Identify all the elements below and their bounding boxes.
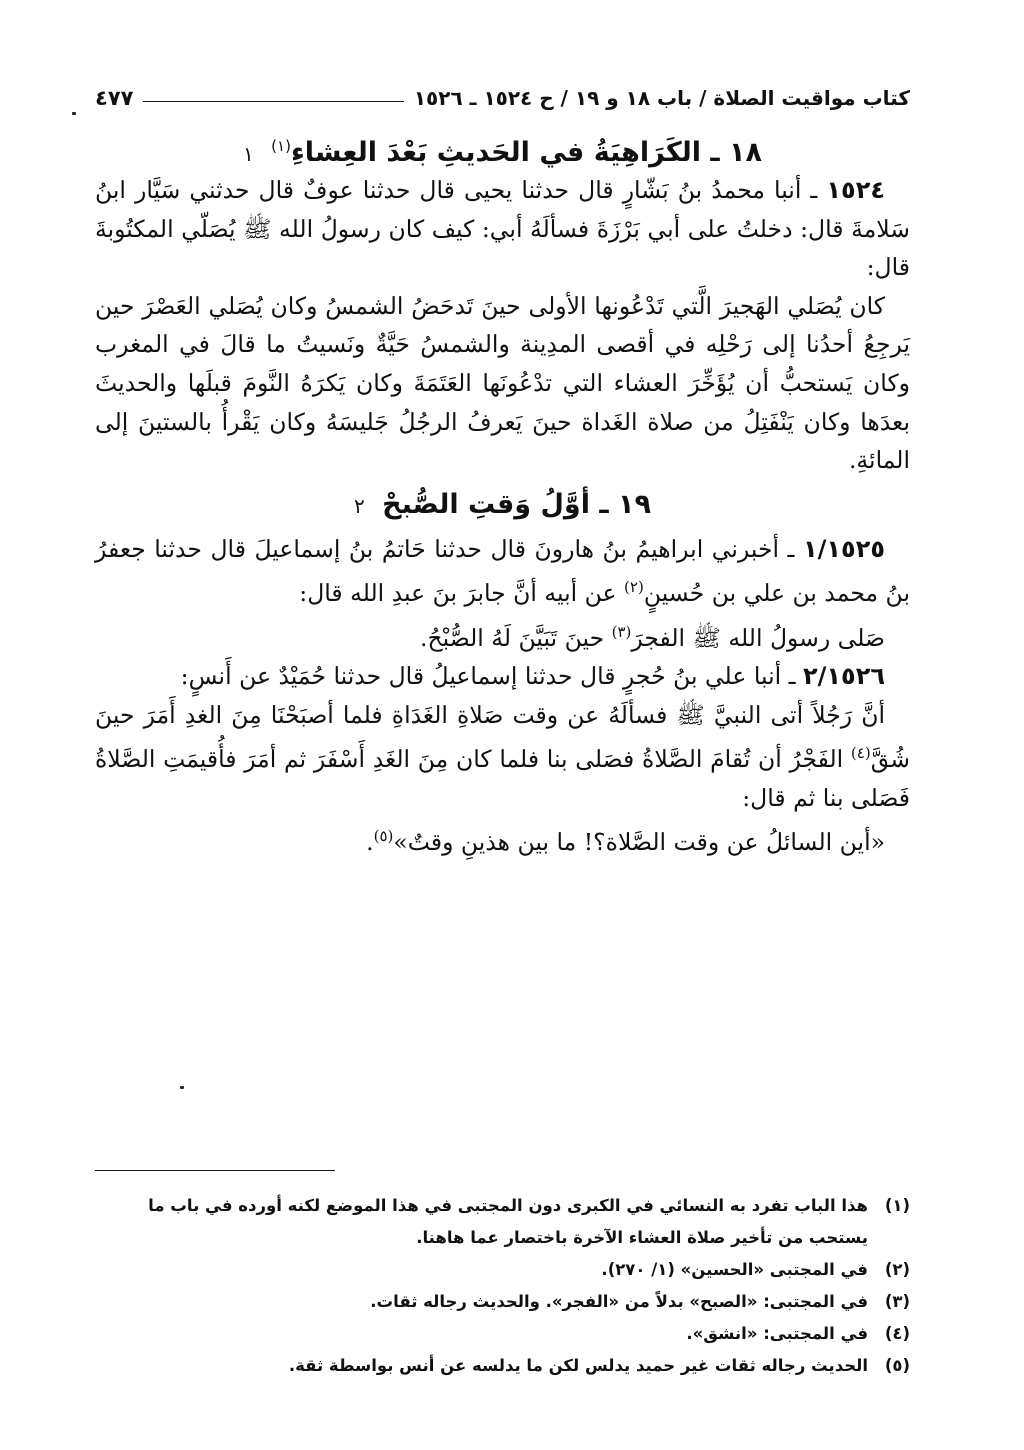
page-body: [95, 75, 910, 862]
footnote-item: [95, 1318, 910, 1350]
footnote-ref: (٣): [611, 622, 632, 641]
hadith-matn-text: الفَجْرُ أن تُقامَ الصَّلاةُ فصَلى بنا فلما كان مِنَ الغَدِ أَسْفَرَ ثم أمَرَ فأُقيمَتِ الصَّلاةُ فَصَلى بنا ثم قال:: [95, 745, 910, 812]
footnote-item: [95, 1350, 910, 1382]
footnote-text: في المجتبى «الحسين» (١/ ٢٧٠).: [601, 1260, 868, 1279]
quote-end: .: [366, 828, 374, 857]
footnote-separator: [95, 1170, 335, 1171]
section-number: ١: [243, 142, 254, 166]
footnote-item: [95, 1190, 910, 1254]
hadith-isnad-text: ـ أخبرني ابراهيمُ بنُ هارونَ قال حدثنا حَاتمُ بنُ إسماعيلَ قال حدثنا جعفرُ بنُ محمد بن علي بن حُسينٍ: [95, 534, 910, 608]
footnote-text: في المجتبى: «انشق».: [686, 1324, 868, 1343]
header-rule: [143, 101, 403, 102]
hadith-1526-quote: [95, 817, 910, 861]
hadith-matn-text: أنَّ رَجُلاً أتى النبيَّ ﷺ فسألَهُ عن وقت صَلاةِ الغَدَاةِ فلما أصبَحْنَا مِنَ الغدِ أَمَرَ حينَ شُقَّ: [95, 700, 910, 774]
footnote-ref: (٢): [624, 578, 644, 597]
stray-ink-mark: [180, 1086, 184, 1089]
footnote-number: (١): [884, 1196, 910, 1215]
running-header-title: كتاب مواقيت الصلاة / باب ١٨ و ١٩ / ح ١٥٢٤ ـ ١٥٢٦: [413, 86, 910, 110]
hadith-1524-isnad: [95, 171, 910, 287]
footnote-number: (٥): [884, 1356, 910, 1375]
footnote-text: هذا الباب تفرد به النسائي في الكبرى دون المجتبى في هذا الموضع لكنه أورده في باب ما يستحب من تأخير صلاة العشاء الآخرة باختصار عما هاهنا.: [148, 1196, 868, 1247]
running-header: [95, 75, 910, 121]
footnote-number: (٣): [884, 1292, 910, 1311]
footnote-text: في المجتبى: «الصبح» بدلاً من «الفجر». والحديث رجاله ثقات.: [370, 1292, 868, 1311]
footnote-ref: (٥): [373, 827, 394, 846]
footnote-item: [95, 1254, 910, 1286]
hadith-number: ٢/١٥٢٦: [802, 662, 885, 691]
footnote-number: (٢): [884, 1260, 910, 1279]
hadith-matn-text: صَلى رسولُ الله ﷺ الفجرَ: [631, 623, 885, 652]
hadith-matn-text: حينَ تَبَيَّنَ لَهُ الصُّبْحُ.: [420, 623, 612, 652]
hadith-1526-matn: [95, 696, 910, 818]
hadith-1526-isnad: [95, 657, 910, 696]
hadith-1525-matn: [95, 613, 910, 657]
footnote-ref: (٤): [850, 744, 871, 763]
chapter-title-text: ١٩ ـ أوَّلُ وَقتِ الصُّبحْ: [382, 488, 651, 520]
hadith-isnad-text: ـ أنبا محمدُ بنُ بَشّارٍ قال حدثنا يحيى قال حدثنا عوفٌ قال حدثني سَيَّار ابنُ سَلامةَ قال: دخلتُ على أبي بَرْزَةَ فسألَهُ أبي: كيف كان رسولُ الله ﷺ يُصَلّي المكتُوبةَ قال:: [95, 176, 910, 282]
section-number: ٢: [354, 493, 365, 518]
hadith-1525-isnad: [95, 530, 910, 613]
hadith-1524-matn: كان يُصَلي الهَجيرَ الَّتي تَدْعُونها الأولى حينَ تَدحَضُ الشمسُ وكان يُصَلي العَصْرَ حين يَرجِعُ أحدُنا إلى رَحْلِه في أقصى المدِينة والشمسُ حَيَّةٌ ونَسيتُ ما قالَ في المغرب وكان يَستحبُّ أن يُؤَخِّرَ العشاء التي تدْعُونَها العَتَمَةَ وكان يَكرَهُ النَّومَ قبلَها والحديثَ بعدَها وكان يَنْفَتِلُ من صلاة الغَداة حينَ يَعرفُ الرجُلُ جَليسَهُ وكان يَقْرأُ بالستينَ إلى المائةِ.: [95, 291, 910, 475]
hadith-number: ١٥٢٤: [826, 176, 885, 204]
page-number: ٤٧٧: [95, 86, 134, 110]
footnote-ref: (١): [271, 137, 291, 155]
hadith-number: ١/١٥٢٥: [802, 534, 885, 563]
hadith-isnad-text: ـ أنبا علي بنُ حُجرٍ قال حدثنا إسماعيلُ قال حدثنا حُمَيْدٌ عن أَنسٍ:: [180, 662, 803, 691]
footnotes: [95, 1190, 910, 1382]
stray-ink-mark: [72, 112, 76, 115]
footnote-number: (٤): [884, 1324, 910, 1343]
chapter-title-text: ١٨ ـ الكَرَاهِيَةُ في الحَديثِ بَعْدَ العِشاءِ: [290, 137, 762, 168]
hadith-quote-text: «أين السائلُ عن وقت الصَّلاة؟! ما بين هذينِ وقتٌ»: [393, 828, 885, 857]
chapter-title-19: [95, 480, 910, 530]
footnote-text: الحديث رجاله ثقات غير حميد يدلس لكن ما يدلسه عن أنس بواسطة ثقة.: [288, 1356, 868, 1375]
chapter-title-18: [95, 121, 910, 171]
hadith-isnad-text: عن أبيه أنَّ جابرَ بنَ عبدِ الله قال:: [299, 579, 625, 608]
footnote-item: [95, 1286, 910, 1318]
